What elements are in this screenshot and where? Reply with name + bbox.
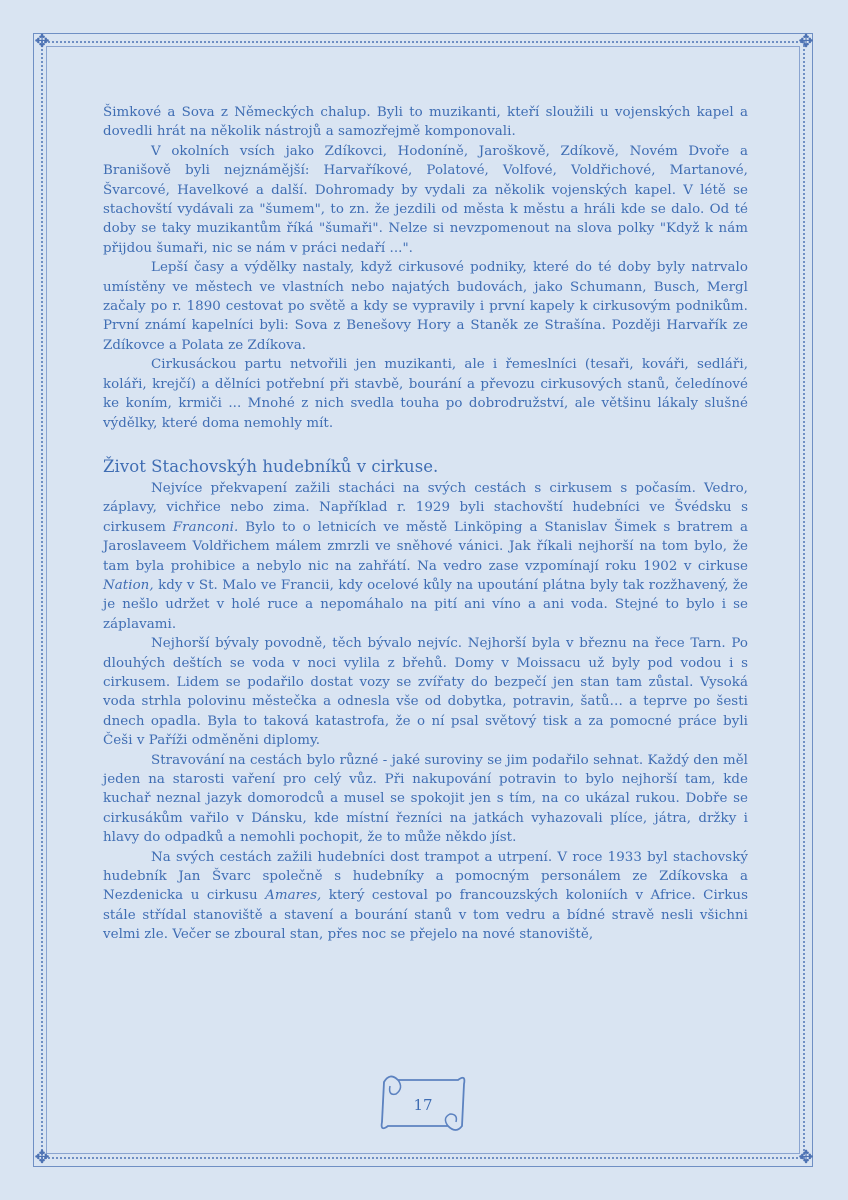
paragraph	[103, 848, 748, 945]
paragraph: Stravování na cestách bylo různé - jaké suroviny se jim podařilo sehnat. Každý den měl jeden na starosti vaření pro celý vůz. Při nakupování potravin to bylo nejhorší tam, kde kuchař neznal jazyk domorodců a musel se spokojit jen s tím, na co ukázal rukou. Dobře se cirkusákům vařilo v Dánsku, kde místní řezníci na jatkách vyhazovali plíce, játra, držky i hlavy do odpadků a nemohli pochopit, že to může někdo jíst.	[103, 752, 748, 846]
page-content	[103, 103, 748, 945]
circus-name: Franconi.	[172, 519, 239, 535]
circus-name: Nation,	[103, 577, 154, 593]
paragraph-text: Na svých cestách zažili hudebníci dost trampot a utrpení. V roce 1933 byl stachovský hudebník Jan Švarc společně s hudebníky a pomocným personálem ze Zdíkovska a Nezdenicka u cirkusu	[103, 849, 748, 904]
circus-name: Amares,	[265, 888, 322, 904]
paragraph: Cirkusáckou partu netvořili jen muzikanti, ale i řemeslníci (tesaři, kováři, sedláři, koláři, krejčí) a dělníci potřební při stavbě, bourání a převozu cirkusových stanů, čeledínové ke koním, krmiči ... Mnohé z nich svedla touha po dobrodružství, ale většinu lákaly slušné výdělky, které doma nemohly mít.	[103, 357, 748, 431]
paragraph-text: Bylo to o letnicích ve městě Linköping a Stanislav Šimek s bratrem a Jaroslaveem Voldřichem málem zmrzli ve sněhové vánici. Jak říkali nejhorší na tom bylo, že tam byla prohibice a nebylo nic na zahřátí. Na vedro zase vzpomínají roku 1902 v cirkuse	[103, 519, 749, 574]
paragraph-text: který cestoval po francouzských koloniích v Africe. Cirkus stále střídal stanoviště a stavení a bourání stanů v tom vedru a bídné stravě nesli všichni velmi zle. Večer se zboural stan, přes noc se přejelo na nové stanoviště,	[103, 888, 748, 943]
paragraph: V okolních vsích jako Zdíkovci, Hodoníně, Jaroškově, Zdíkově, Novém Dvoře a Branišově byli nejznámější: Harvaříkové, Polatové, Volfové, Voldřichové, Martanové, Švarcové, Havelkové a další. Dohromady by vydali za několik vojenských kapel. V létě se stachovští vydávali za "šumem", to zn. že jezdili od města k městu a hráli kde se dalo. Od té doby se taky muzikantům říká "šumaři". Nelze si nevzpomenout na slova polky "Když k nám přijdou šumaři, nic se nám v práci nedaří ...".	[103, 143, 748, 256]
section-heading: Život Stachovskýh hudebníků v cirkuse.	[103, 456, 439, 476]
paragraph-text: Nejvíce překvapení zažili stacháci na svých cestách s cirkusem s počasím. Vedro, záplavy, vichřice nebo zima. Například r. 1929 byli stachovští hudebníci ve Švédsku s cirkusem	[103, 480, 748, 535]
paragraph	[103, 479, 748, 634]
corner-ornament-icon: ✥	[798, 31, 814, 52]
page-number: 17	[413, 1096, 433, 1114]
corner-ornament-icon: ✥	[34, 1147, 50, 1168]
paragraph-text: kdy v St. Malo ve Francii, kdy ocelové kůly na upoutání plátna byly tak rozžhavený, že je nešlo udržet v holé ruce a nepomáhalo na pití ani víno a ani voda. Stejné to bylo i se záplavami.	[103, 577, 748, 632]
corner-ornament-icon: ✥	[798, 1147, 814, 1168]
corner-ornament-icon: ✥	[34, 31, 50, 52]
paragraph: Šimkové a Sova z Německých chalup. Byli to muzikanti, kteří sloužili u vojenských kapel a dovedli hrát na několik nástrojů a samozřejmě komponovali.	[103, 105, 748, 140]
paragraph: Nejhorší bývaly povodně, těch bývalo nejvíc. Nejhorší byla v březnu na řece Tarn. Po dlouhých deštích se voda v noci vylila z břehů. Domy v Moissacu už byly pod vodou i s cirkusem. Lidem se podařilo dostat vozy se zvířaty do bezpečí jen stan tam zůstal. Vysoká voda strhla polovinu městečka a odnesla vše od dobytka, potravin, šatů… a teprve po šesti dnech opadla. Byla to taková katastrofa, že o ní psal světový tisk a za pomocné práce byli Češi v Paříži odměněni diplomy.	[103, 636, 748, 749]
paragraph: Lepší časy a výdělky nastaly, když cirkusové podniky, které do té doby byly natrvalo umístěny ve městech ve vlastních nebo najatých budovách, jako Schumann, Busch, Mergl začaly po r. 1890 cestovat po světě a kdy se vypravily i první kapely k cirkusovým podnikům. První známí kapelníci byli: Sova z Benešovy Hory a Staněk ze Strašína. Později Harvařík ze Zdíkovce a Polata ze Zdíkova.	[103, 260, 748, 353]
